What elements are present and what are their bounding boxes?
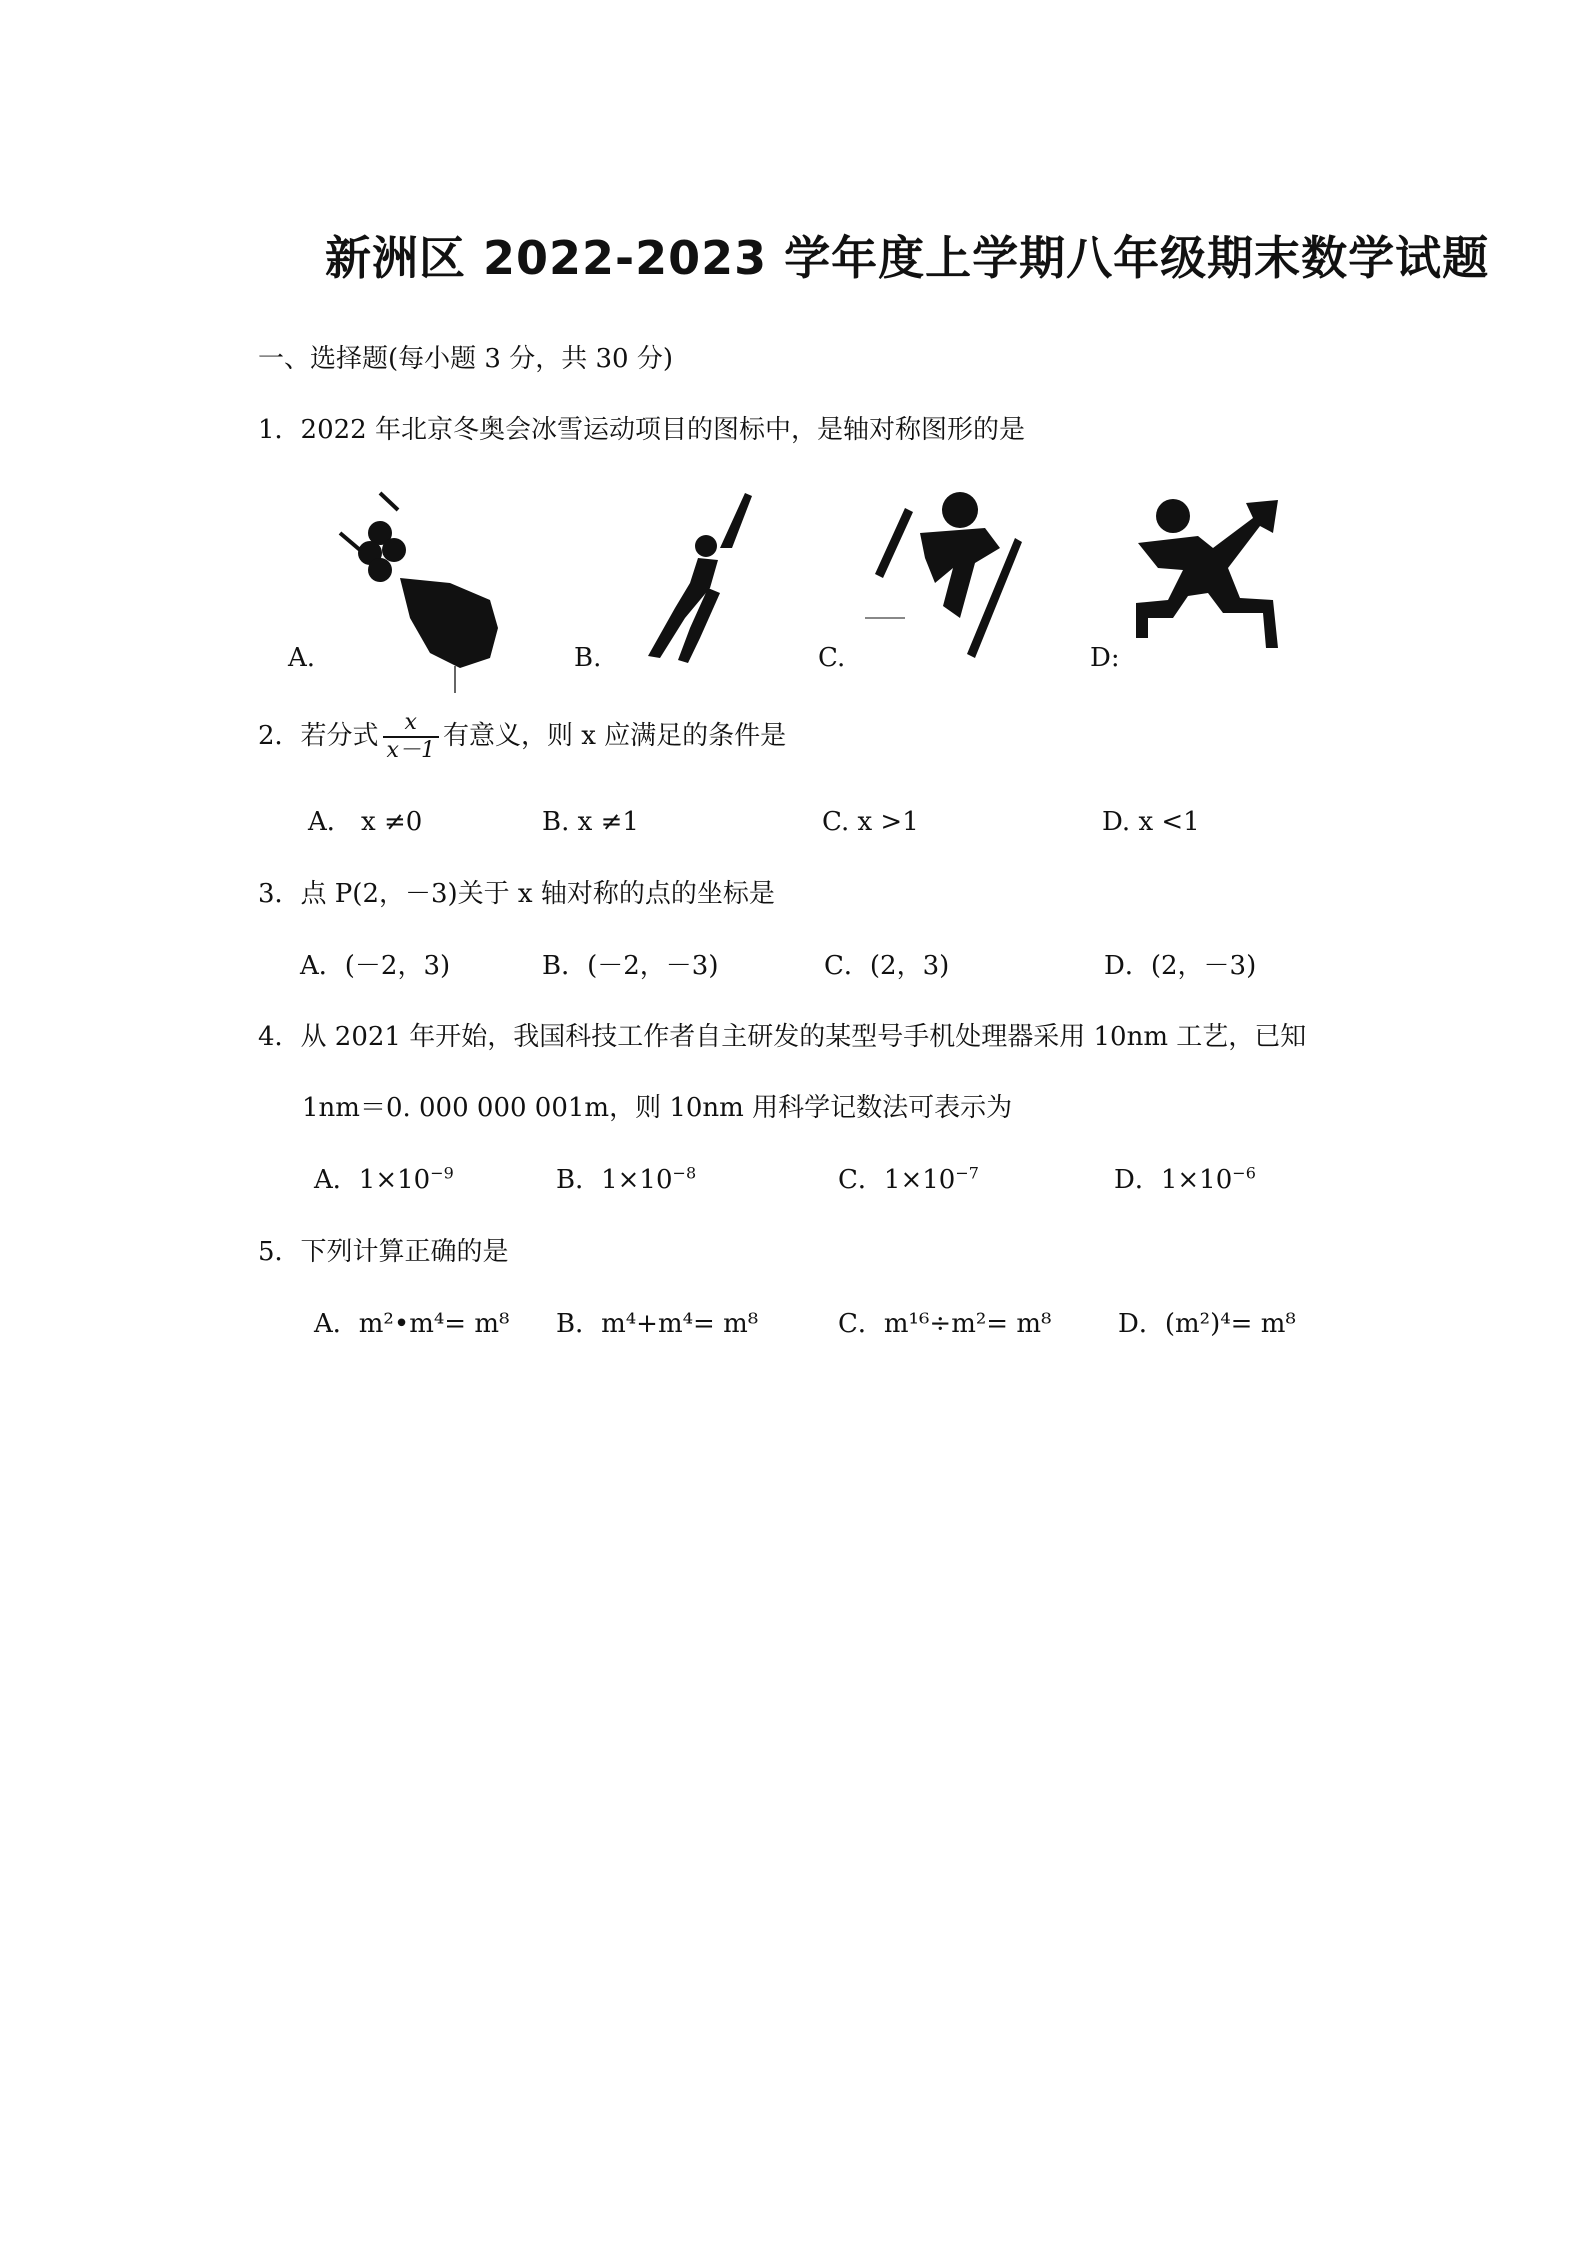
q4-option-c-label: C． bbox=[838, 1165, 884, 1195]
q5-option-b-expr: m⁴+m⁴= m⁸ bbox=[601, 1309, 759, 1339]
question-1-stem: 1．2022 年北京冬奥会冰雪运动项目的图标中，是轴对称图形的是 bbox=[258, 415, 1025, 445]
freestyle-skiing-icon bbox=[865, 488, 1025, 663]
question-4-stem: 4．从 2021 年开始，我国科技工作者自主研发的某型号手机处理器采用 10nm 工艺，已知 bbox=[258, 1022, 1307, 1052]
q3-option-b[interactable]: B．(－2，－3) bbox=[542, 951, 719, 981]
q4-option-c[interactable] bbox=[838, 1162, 979, 1198]
q4-option-b-label: B． bbox=[556, 1165, 602, 1195]
q4-option-b[interactable] bbox=[556, 1162, 696, 1198]
q4-option-b-base: 1×10 bbox=[601, 1165, 673, 1195]
q4-option-c-exp: −7 bbox=[955, 1163, 979, 1183]
q5-option-d-label: D． bbox=[1118, 1309, 1165, 1339]
q5-option-a-label: A． bbox=[314, 1309, 359, 1339]
q1-option-c[interactable]: C. bbox=[818, 643, 846, 673]
q1-option-b[interactable]: B. bbox=[574, 643, 602, 673]
q4-option-b-exp: −8 bbox=[672, 1163, 697, 1183]
q1-option-d[interactable]: D: bbox=[1090, 643, 1120, 673]
fraction-denominator: x－1 bbox=[386, 738, 435, 763]
q5-option-c-label: C． bbox=[838, 1309, 884, 1339]
section-heading: 一、选择题(每小题 3 分，共 30 分) bbox=[258, 344, 673, 374]
q2-option-c[interactable]: C. x >1 bbox=[822, 807, 919, 837]
q4-option-a-label: A． bbox=[314, 1165, 359, 1195]
fraction bbox=[383, 710, 439, 764]
q5-option-a[interactable] bbox=[314, 1306, 509, 1342]
question-2-stem bbox=[258, 710, 786, 764]
q5-option-c[interactable] bbox=[838, 1306, 1051, 1342]
q4-option-d-exp: −6 bbox=[1232, 1163, 1256, 1183]
q1-option-a[interactable]: A. bbox=[288, 643, 316, 673]
page-title: 新洲区 2022-2023 学年度上学期八年级期末数学试题 bbox=[325, 231, 1490, 285]
q4-option-a[interactable] bbox=[314, 1162, 454, 1198]
q4-option-d-base: 1×10 bbox=[1160, 1165, 1233, 1195]
q5-option-d-expr: (m²)⁴= m⁸ bbox=[1164, 1309, 1296, 1339]
q4-option-a-exp: −9 bbox=[430, 1163, 454, 1183]
question-3-stem: 3．点 P(2，－3)关于 x 轴对称的点的坐标是 bbox=[258, 879, 775, 909]
question-2-stem-pre: 2．若分式 bbox=[258, 721, 379, 751]
q4-option-d[interactable] bbox=[1114, 1162, 1256, 1198]
q5-option-b[interactable] bbox=[556, 1306, 758, 1342]
q4-option-a-base: 1×10 bbox=[358, 1165, 431, 1195]
q5-option-b-label: B． bbox=[556, 1309, 602, 1339]
question-4-stem-line2: 1nm＝0. 000 000 001m，则 10nm 用科学记数法可表示为 bbox=[302, 1093, 1013, 1123]
q3-option-c[interactable]: C．(2，3) bbox=[824, 951, 950, 981]
q3-option-a[interactable]: A．(－2，3) bbox=[300, 951, 451, 981]
bobsleigh-icon bbox=[330, 488, 520, 698]
q3-option-d[interactable]: D．(2，－3) bbox=[1104, 951, 1257, 981]
speed-skating-icon bbox=[620, 488, 760, 668]
q2-option-d[interactable]: D. x <1 bbox=[1102, 807, 1200, 837]
q4-option-d-label: D． bbox=[1114, 1165, 1161, 1195]
q5-option-c-expr: m¹⁶÷m²= m⁸ bbox=[883, 1309, 1052, 1339]
q2-option-a[interactable]: A． x ≠0 bbox=[308, 807, 423, 837]
q5-option-a-expr: m²•m⁴= m⁸ bbox=[358, 1309, 510, 1339]
q2-option-b[interactable]: B. x ≠1 bbox=[542, 807, 639, 837]
question-5-stem: 5．下列计算正确的是 bbox=[258, 1237, 509, 1267]
q5-option-d[interactable] bbox=[1118, 1306, 1296, 1342]
short-track-skating-icon bbox=[1128, 488, 1298, 658]
question-2-stem-post: 有意义，则 x 应满足的条件是 bbox=[442, 721, 787, 751]
q4-option-c-base: 1×10 bbox=[883, 1165, 956, 1195]
fraction-numerator: x bbox=[383, 710, 439, 738]
